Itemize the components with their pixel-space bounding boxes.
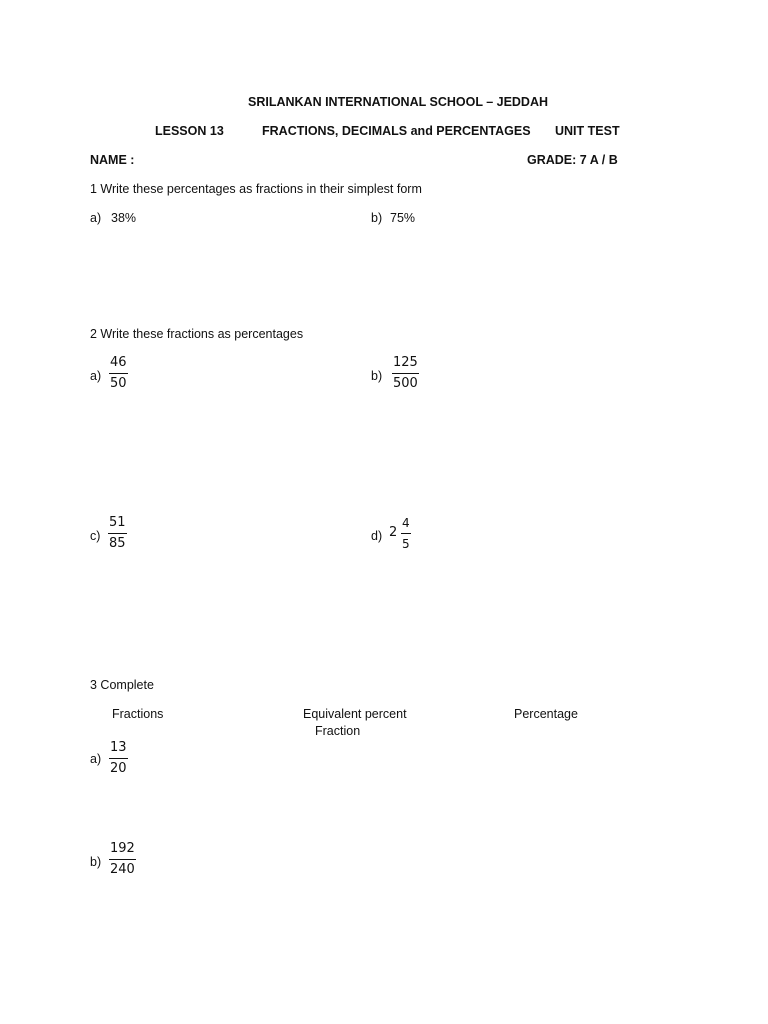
- fraction-denominator: 85: [109, 536, 126, 551]
- fraction-denominator: 5: [402, 537, 410, 551]
- lesson-number: LESSON 13: [155, 124, 224, 138]
- q2-a-fraction: [109, 355, 128, 392]
- q3-col-percentage: Percentage: [514, 707, 578, 721]
- q3-a-label: a): [90, 752, 102, 766]
- q3-col-equivalent: Equivalent percent: [303, 707, 407, 721]
- q2-c-fraction: [108, 515, 127, 552]
- fraction-bar: [109, 373, 128, 374]
- q2-b-fraction: [392, 355, 419, 392]
- q1-a-label: a): [90, 211, 102, 225]
- fraction-bar: [109, 859, 136, 860]
- q1-prompt: 1 Write these percentages as fractions in their simplest form: [90, 182, 422, 196]
- q1-b-value: 75%: [390, 211, 416, 225]
- name-label: NAME :: [90, 153, 135, 167]
- q2-a-label: a): [90, 369, 102, 383]
- fraction-numerator: 46: [110, 355, 127, 370]
- fraction-numerator: 13: [110, 740, 127, 755]
- fraction-bar: [401, 533, 411, 534]
- fraction-bar: [109, 758, 128, 759]
- school-title: SRILANKAN INTERNATIONAL SCHOOL – JEDDAH: [248, 95, 549, 109]
- q2-d-label: d): [371, 529, 383, 543]
- fraction-denominator: 500: [393, 376, 418, 391]
- grade-label: GRADE: 7 A / B: [527, 153, 618, 167]
- test-type: UNIT TEST: [555, 124, 620, 138]
- fraction-bar: [108, 533, 127, 534]
- fraction-denominator: 50: [110, 376, 127, 391]
- q3-col-equivalent-line2: Fraction: [315, 724, 361, 738]
- fraction-numerator: 4: [402, 516, 410, 530]
- q3-b-fraction: [109, 841, 136, 878]
- q2-prompt: 2 Write these fractions as percentages: [90, 327, 304, 341]
- q2-c-label: c): [90, 529, 101, 543]
- fraction-denominator: 20: [110, 761, 127, 776]
- q2-d-fraction: [401, 515, 411, 552]
- q2-d-mixed-number: [389, 515, 419, 555]
- q1-a-value: 38%: [111, 211, 137, 225]
- q3-b-label: b): [90, 855, 102, 869]
- q3-a-fraction: [109, 740, 128, 777]
- fraction-numerator: 192: [110, 841, 135, 856]
- q3-col-fractions: Fractions: [112, 707, 164, 721]
- q2-b-label: b): [371, 369, 383, 383]
- lesson-topic: FRACTIONS, DECIMALS and PERCENTAGES: [262, 124, 531, 138]
- fraction-bar: [392, 373, 419, 374]
- q1-b-label: b): [371, 211, 383, 225]
- q3-prompt: 3 Complete: [90, 678, 154, 692]
- mixed-whole: 2: [389, 525, 398, 540]
- fraction-numerator: 125: [393, 355, 418, 370]
- fraction-numerator: 51: [109, 515, 126, 530]
- fraction-denominator: 240: [110, 862, 135, 877]
